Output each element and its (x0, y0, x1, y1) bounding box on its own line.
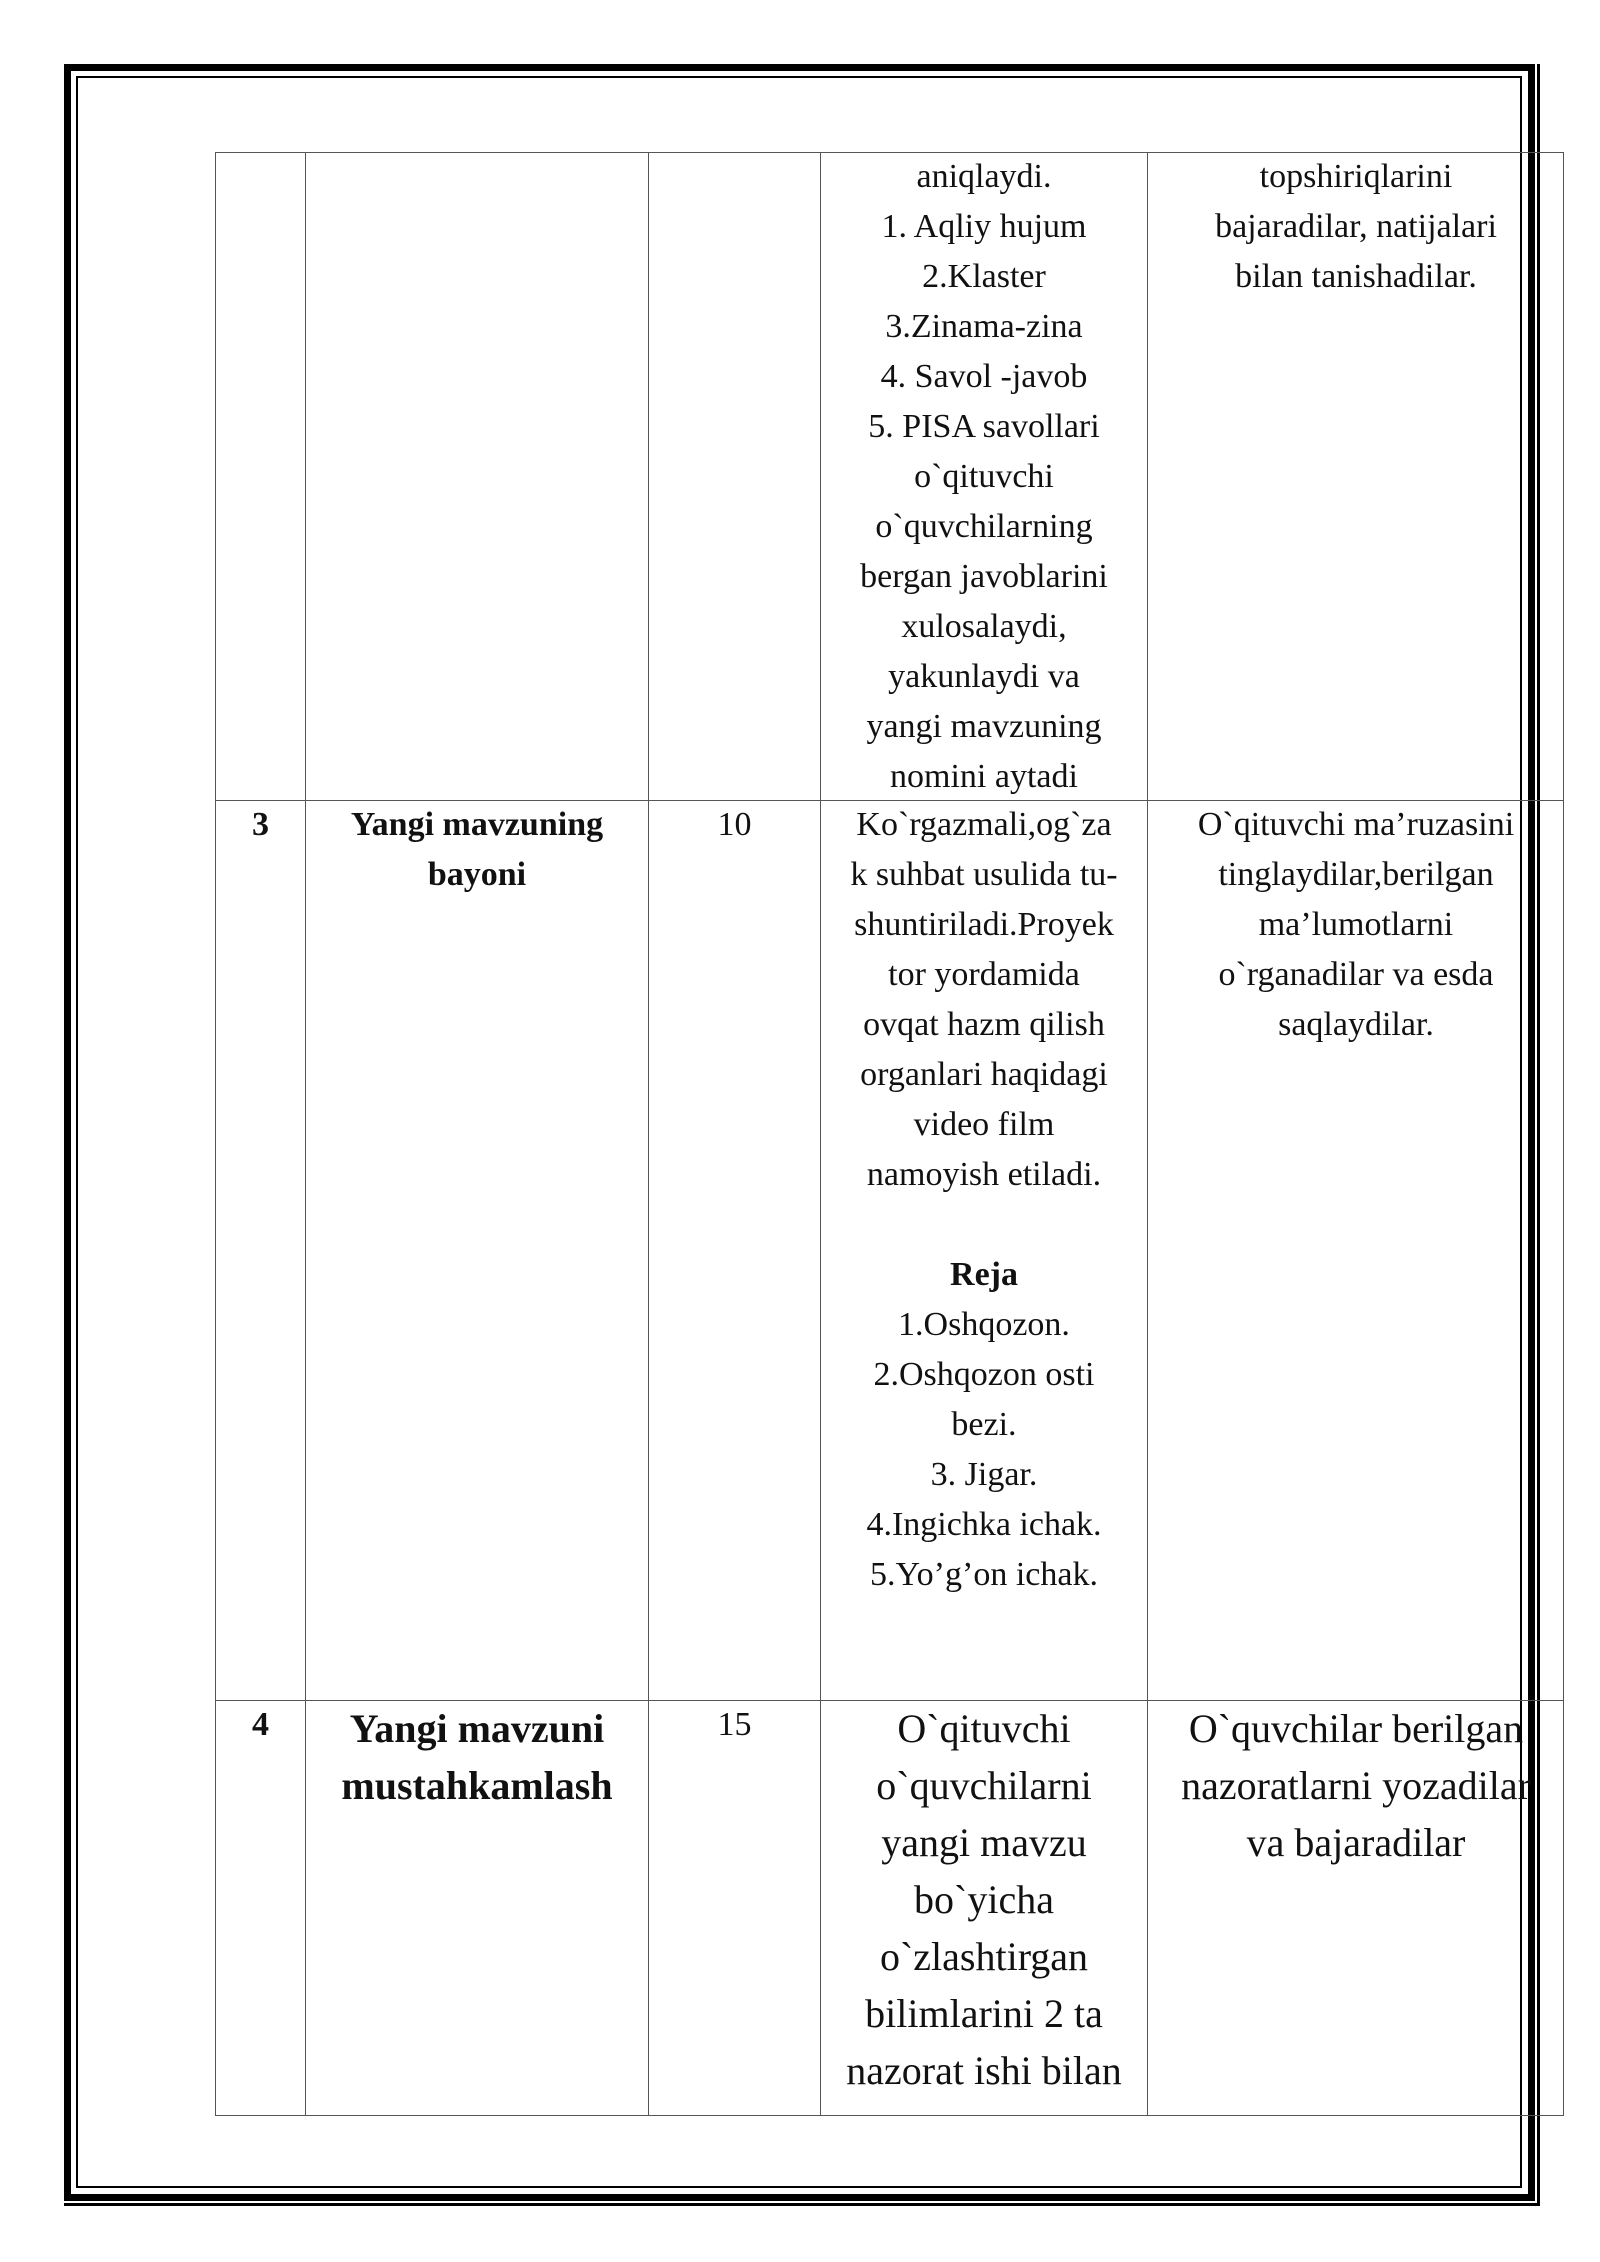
text-line: yakunlaydi va (888, 658, 1080, 695)
text-line: tinglaydilar,berilgan (1218, 856, 1494, 893)
text-line: bayoni (427, 856, 527, 893)
text-line: bergan javoblarini (860, 558, 1108, 595)
row-number: 4 (252, 1706, 269, 1743)
stage-name-cell (306, 1700, 648, 1814)
text-line: Yangi mavzuni (349, 1706, 605, 1751)
text-line: yangi mavzuning (866, 708, 1102, 745)
text-line: va bajaradilar (1246, 1820, 1466, 1865)
text-line: o`quvchilarni (876, 1763, 1092, 1808)
plan-item: 5.Yo’g’on ichak. (870, 1556, 1098, 1593)
text-line: k suhbat usulida tu- (850, 856, 1118, 893)
row-number: 3 (252, 806, 269, 843)
table-border-right (1563, 152, 1564, 2115)
plan-item: 3. Jigar. (930, 1456, 1038, 1493)
plan-item: 2.Oshqozon osti (873, 1356, 1095, 1393)
text-line: nazoratlarni yozadilar (1181, 1763, 1531, 1808)
text-line: xulosalaydi, (901, 608, 1067, 645)
text-line: 4. Savol -javob (880, 358, 1088, 395)
teacher-activity-cell (822, 800, 1146, 1600)
student-activity-cell (1149, 800, 1563, 1050)
time-cell: 15 (717, 1706, 752, 1743)
text-line: o`quvchilarning (875, 508, 1093, 545)
text-line: 3.Zinama-zina (885, 308, 1083, 345)
text-line: yangi mavzu (881, 1820, 1087, 1865)
text-line: bo`yicha (914, 1877, 1054, 1922)
page-border-inner (76, 76, 1522, 2188)
text-line: shuntiriladi.Proyek (854, 906, 1114, 943)
plan-item: bezi. (951, 1406, 1017, 1443)
text-line: organlari haqidagi (860, 1056, 1108, 1093)
text-line: tor yordamida (888, 956, 1080, 993)
text-line: o`qituvchi (914, 458, 1054, 495)
text-line: video film (913, 1106, 1055, 1143)
stage-name-cell (306, 800, 648, 900)
text-line: ma’lumotlarni (1258, 906, 1454, 943)
teacher-activity-cell (822, 1700, 1146, 2099)
plan-title: Reja (950, 1256, 1018, 1293)
plan-item: 1.Oshqozon. (898, 1306, 1070, 1343)
text-line: nazorat ishi bilan (846, 2048, 1122, 2093)
text-line: Yangi mavzuning (350, 806, 604, 843)
text-line: O`qituvchi ma’ruzasini (1197, 806, 1515, 843)
blank-line (822, 1200, 1146, 1250)
text-line: 5. PISA savollari (868, 408, 1100, 445)
time-cell: 10 (717, 806, 752, 843)
text-line: O`quvchilar berilgan (1188, 1706, 1524, 1751)
text-line: 1. Aqliy hujum (881, 208, 1087, 245)
text-line: aniqlaydi. (916, 158, 1052, 195)
text-line: namoyish etiladi. (866, 1156, 1102, 1193)
text-line: bilimlarini 2 ta (865, 1991, 1103, 2036)
text-line: bajaradilar, natijalari (1215, 208, 1497, 245)
text-line: o`rganadilar va esda (1218, 956, 1494, 993)
student-activity-cell (1149, 152, 1563, 302)
text-line: topshiriqlarini (1259, 158, 1453, 195)
text-line: 2.Klaster (922, 258, 1046, 295)
page-border-shadow-bottom (64, 2203, 1540, 2206)
student-activity-cell (1149, 1700, 1563, 1871)
text-line: bilan tanishadilar. (1235, 258, 1477, 295)
text-line: o`zlashtirgan (879, 1934, 1089, 1979)
text-line: saqlaydilar. (1278, 1006, 1434, 1043)
text-line: mustahkamlash (341, 1763, 613, 1808)
plan-item: 4.Ingichka ichak. (866, 1506, 1102, 1543)
text-line: O`qituvchi (897, 1706, 1071, 1751)
page-border-shadow-right (1537, 64, 1540, 2204)
text-line: Ko`rgazmali,og`za (856, 806, 1112, 843)
text-line: ovqat hazm qilish (863, 1006, 1105, 1043)
text-line: nomini aytadi (890, 758, 1078, 795)
teacher-activity-cell (822, 152, 1146, 802)
